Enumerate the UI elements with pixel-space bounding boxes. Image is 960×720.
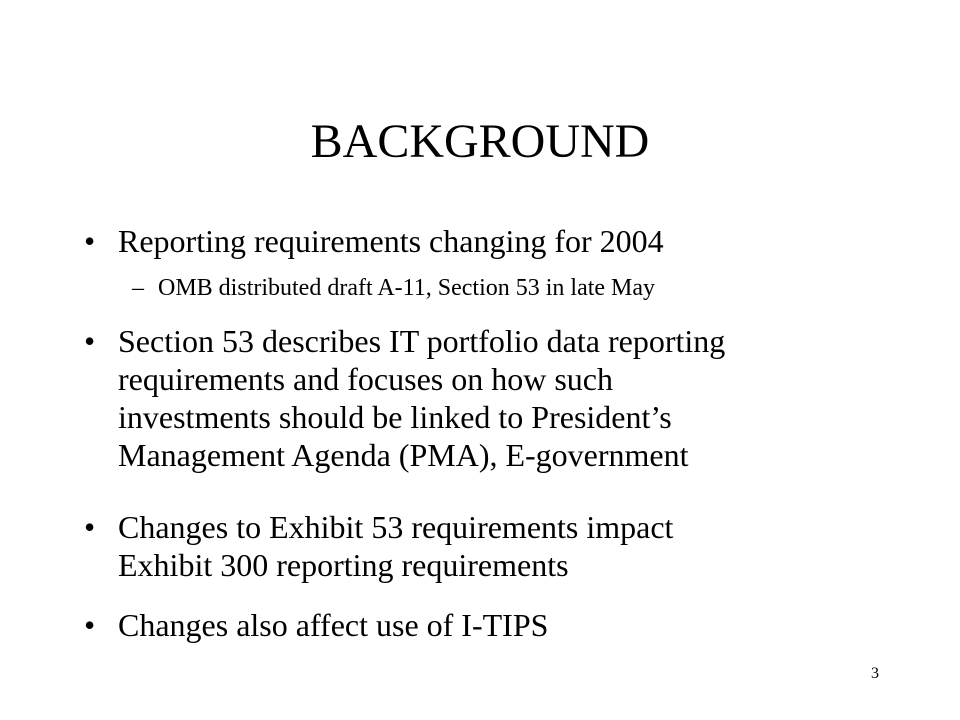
bullet-text-line: Changes to Exhibit 53 requirements impact [118,509,674,545]
bullet-marker: • [84,323,96,359]
bullet-text-line: investments should be linked to President’s [118,399,672,435]
sub-bullet-text: OMB distributed draft A-11, Section 53 in late May [158,275,656,301]
bullet-text-line: Section 53 describes IT portfolio data reporting [118,323,726,359]
bullet-item [84,606,838,644]
bullet-item [84,222,838,260]
page-number: 3 [871,665,879,682]
bullet-item [84,322,838,474]
bullet-text: Changes also affect use of I-TIPS [118,607,549,643]
slide-title: BACKGROUND [310,115,650,168]
bullet-text: Reporting requirements changing for 2004 [118,223,664,259]
sub-bullet-item [132,273,858,303]
sub-bullet-marker: – [132,275,144,301]
bullet-marker: • [84,223,96,259]
bullet-text-line: Management Agenda (PMA), E-government [118,437,689,473]
bullet-marker: • [84,607,96,643]
bullet-text-line: Exhibit 300 reporting requirements [118,547,569,583]
bullet-marker: • [84,509,96,545]
bullet-text-line: requirements and focuses on how such [118,361,613,397]
bullet-item [84,508,838,584]
